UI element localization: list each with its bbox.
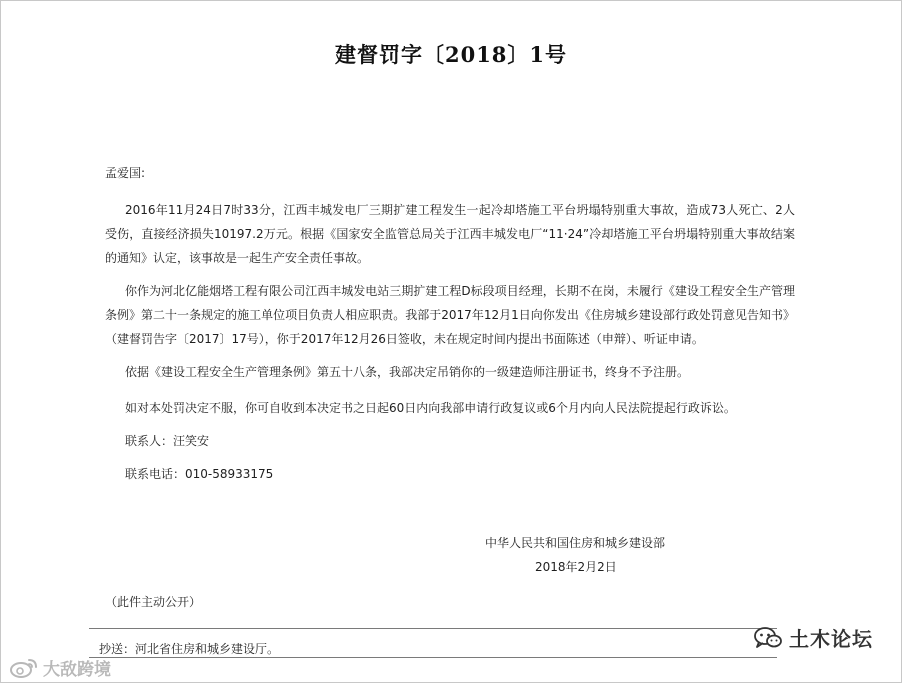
cc-line: 抄送：河北省住房和城乡建设厅。 — [99, 642, 280, 656]
document-title: 建督罚字〔2018〕1号 — [334, 42, 568, 67]
paragraph-appeal: 如对本处罚决定不服，你可自收到本决定书之日起60日内向我部申请行政复议或6个月内向人民法院提起行政诉讼。 — [125, 401, 736, 415]
contact-person: 联系人：汪笑安 — [125, 434, 210, 448]
weibo-icon — [9, 657, 39, 679]
weibo-watermark — [9, 655, 111, 680]
weibo-account-name: 大敌跨境 — [43, 660, 111, 680]
divider-line — [89, 657, 777, 658]
wechat-watermark — [753, 623, 873, 652]
paragraph-decision: 依据《建设工程安全生产管理条例》第五十八条，我部决定吊销你的一级建造师注册证书，终身不予注册。 — [125, 365, 690, 379]
paragraph-responsibility: 你作为河北亿能烟塔工程有限公司江西丰城发电站三期扩建工程D标段项目经理，长期不在岗，未履行《建设工程安全生产管理条例》第二十一条规定的施工单位项目负责人相应职责。我部于2017年12月1日向你发出《住房城乡建设部行政处罚意见告知书》（建督罚告字〔2017〕17号），你于2017年12月26日签收，未在规定时间内提出书面陈述（申辩）、听证申请。 — [105, 284, 795, 346]
contact-phone: 联系电话：010-58933175 — [125, 467, 274, 481]
wechat-account-name: 土木论坛 — [789, 627, 873, 651]
addressee: 孟爱国: — [105, 166, 146, 180]
issue-date: 2018年2月2日 — [535, 560, 617, 574]
wechat-icon — [753, 625, 783, 651]
disclosure-note: （此件主动公开） — [105, 595, 202, 609]
paragraph-incident: 2016年11月24日7时33分，江西丰城发电厂三期扩建工程发生一起冷却塔施工平台坍塌特别重大事故，造成73人死亡、2人受伤，直接经济损失10197.2万元。根据《国家安全监管总局关于江西丰城发电厂“11·24”冷却塔施工平台坍塌特别重大事故结案的通知》认定，该事故是一起生产安全责任事故。 — [105, 203, 795, 265]
divider-line — [89, 628, 777, 629]
issuer-name: 中华人民共和国住房和城乡建设部 — [485, 536, 666, 550]
